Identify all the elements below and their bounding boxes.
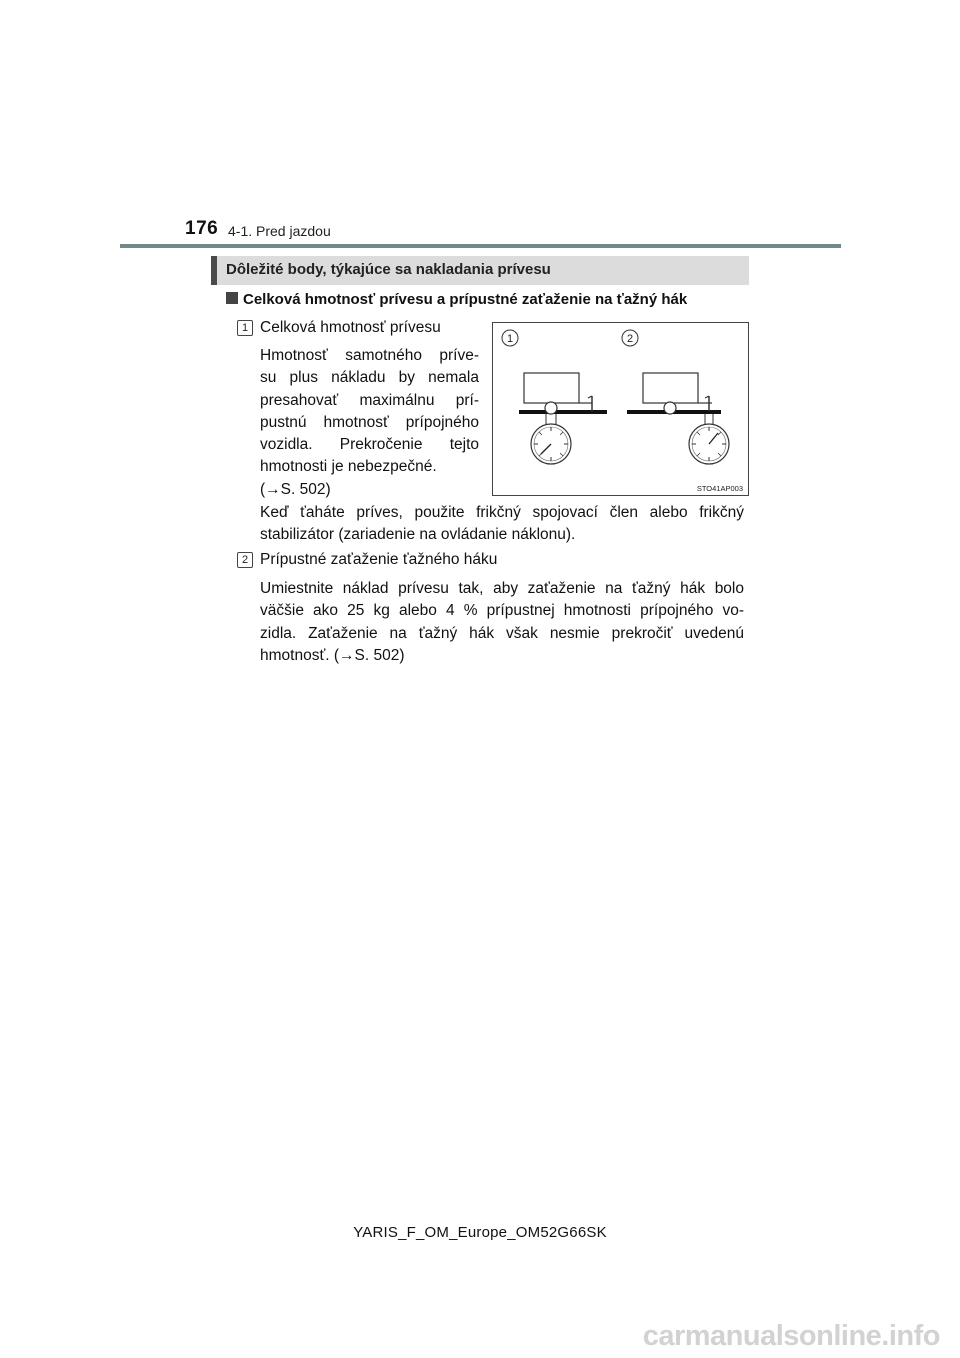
- item-2-number: 2: [237, 552, 253, 568]
- text-line: su plus nákladu by nemala: [260, 369, 479, 387]
- item-2-body: [260, 578, 744, 667]
- item-1-number: 1: [237, 320, 253, 336]
- trailer-wheel: [664, 402, 676, 414]
- text-line: Keď ťaháte príves, použite frikčný spojovací člen alebo frikčný: [260, 504, 744, 521]
- text-line: hmotnosť. (→S. 502): [260, 646, 405, 664]
- subheading-text: Celková hmotnosť prívesu a prípustné zaťaženie na ťažný hák: [243, 291, 688, 308]
- scale-platform: [693, 410, 721, 414]
- document-footer: YARIS_F_OM_Europe_OM52G66SK: [353, 1224, 607, 1241]
- trailer-weight-illustration: [493, 323, 748, 495]
- square-bullet-icon: [226, 292, 238, 304]
- watermark: carmanualsonline.info: [642, 1320, 940, 1352]
- text-line: (→S. 502): [260, 480, 331, 498]
- banner-title: Dôležité body, týkajúce sa nakladania prívesu: [226, 261, 551, 278]
- figure-label-1-text: 1: [506, 333, 514, 345]
- trailer-body: [643, 373, 698, 403]
- text-line: presahovať maximálnu prí-: [260, 391, 479, 409]
- scale-platform: [519, 410, 607, 414]
- scale-gauge-icon: [689, 424, 729, 464]
- text-line: zidla. Zaťaženie na ťažný hák však nesmie prekročiť uvedenú: [260, 624, 744, 642]
- figure-code: STO41AP003: [696, 484, 743, 493]
- trailer-body: [524, 373, 579, 403]
- trailer-wheel: [545, 402, 557, 414]
- text-line: stabilizátor (zariadenie na ovládanie náklonu).: [260, 526, 576, 544]
- ground-line: [627, 410, 697, 414]
- figure-label-1: [502, 330, 518, 346]
- section-title: 4-1. Pred jazdou: [228, 223, 331, 239]
- topic-banner: [211, 256, 749, 285]
- text-line: väčšie ako 25 kg alebo 4 % prípustnej hmotnosti prípojného vo-: [260, 602, 744, 620]
- item-1-title: Celková hmotnosť prívesu: [260, 319, 441, 336]
- text-line: Umiestnite náklad prívesu tak, aby zaťaženie na ťažný hák bolo: [260, 580, 744, 597]
- scale-gauge-icon: [531, 424, 571, 464]
- trailer-on-scale-scene: [519, 373, 607, 464]
- tongue-weight-scene: [627, 373, 729, 464]
- trailer-weight-figure: [492, 322, 749, 496]
- figure-label-2-text: 2: [626, 333, 634, 345]
- item-1-body: [260, 345, 479, 501]
- item-2-title: Prípustné zaťaženie ťažného háku: [260, 551, 498, 568]
- page-number: 176: [185, 218, 219, 239]
- subheading: [226, 291, 687, 308]
- item-1-extra: [260, 502, 744, 547]
- text-line: Hmotnosť samotného príve-: [260, 347, 479, 364]
- text-line: hmotnosti je nebezpečné.: [260, 458, 437, 476]
- text-line: vozidla. Prekročenie tejto: [260, 436, 479, 454]
- header-divider: [120, 244, 841, 248]
- figure-label-2: [622, 330, 638, 346]
- text-line: pustnú hmotnosť prípojného: [260, 413, 479, 431]
